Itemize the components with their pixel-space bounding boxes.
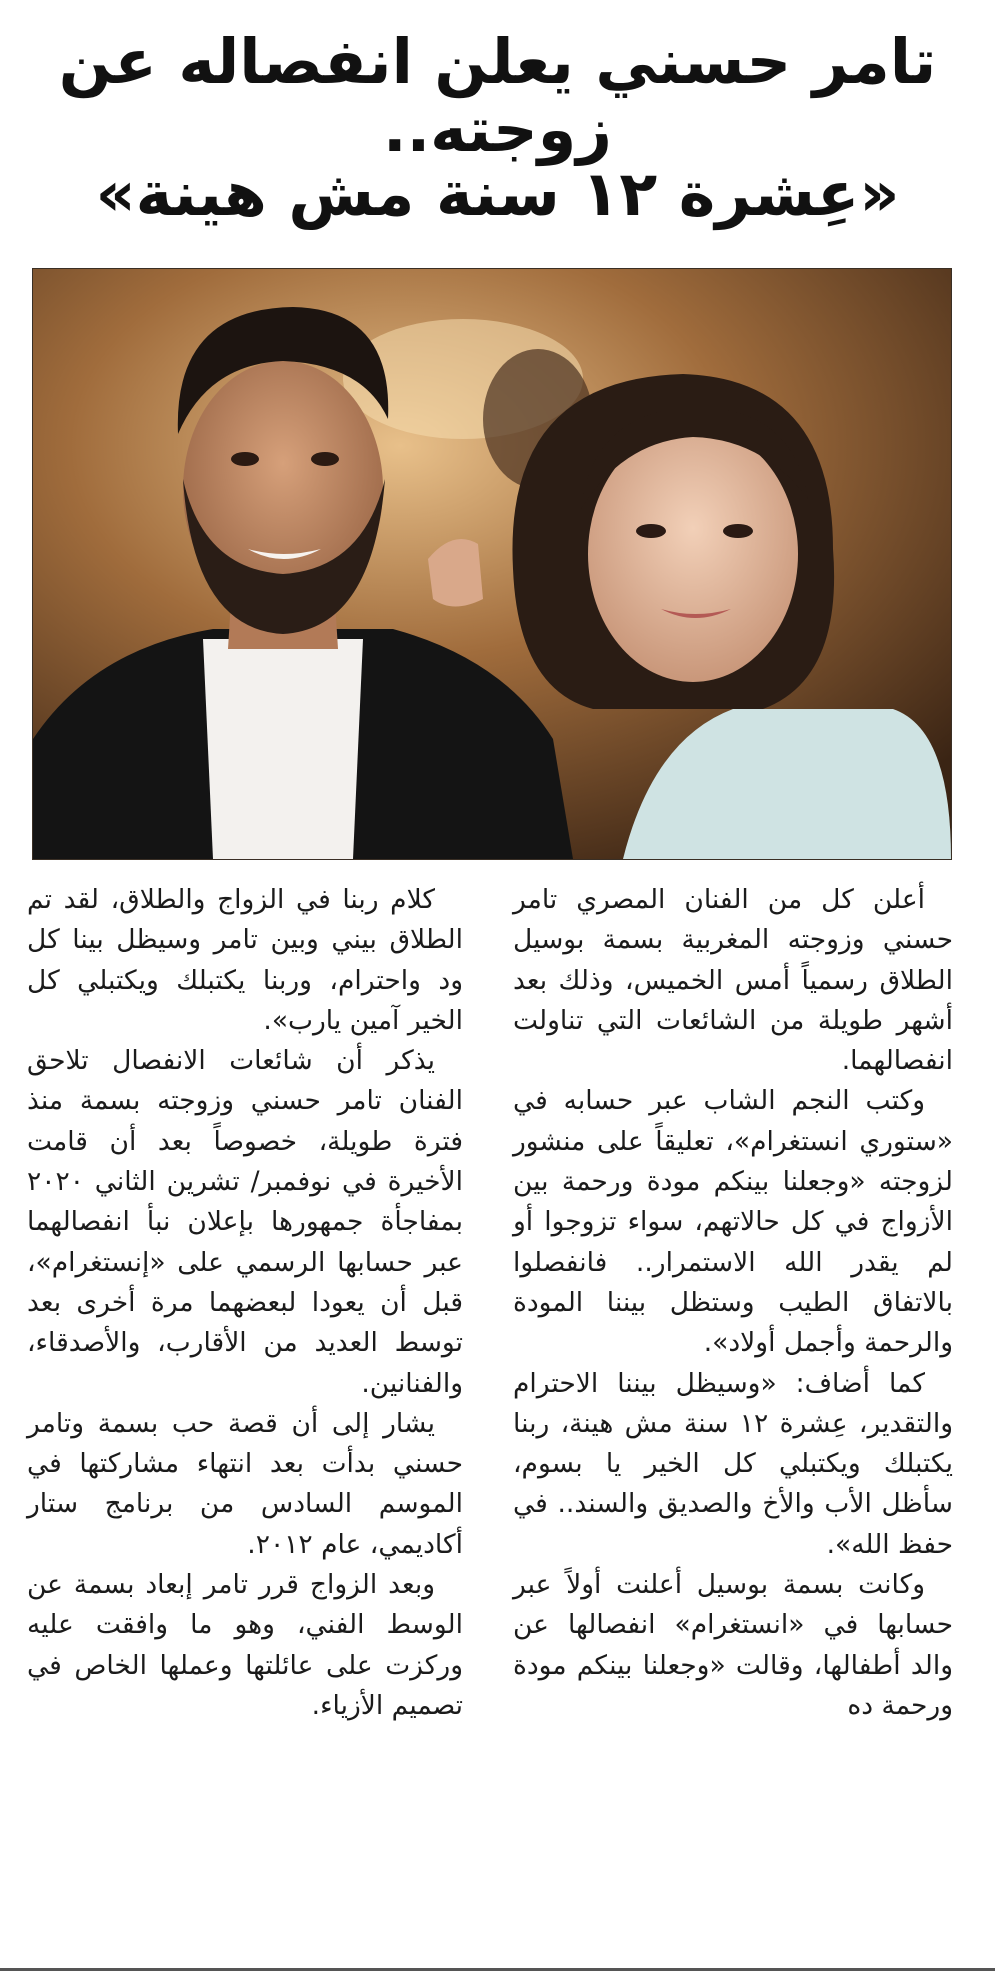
woman-eye-left	[636, 524, 666, 538]
article-paragraph: وكانت بسمة بوسيل أعلنت أولاً عبر حسابها في «انستغرام» انفصالها عن والد أطفالها، وقالت «وجعلنا بينكم مودة ورحمة ده	[513, 1569, 953, 1721]
article-column-left	[27, 880, 463, 1726]
headline-line-2: «عِشرة ١٢ سنة مش هينة»	[95, 157, 900, 230]
article-paragraph: يذكر أن شائعات الانفصال تلاحق الفنان تامر حسني وزوجته بسمة منذ فترة طويلة، خصوصاً بعد أن قامت الأخيرة في نوفمبر/ تشرين الثاني ٢٠٢٠ بمفاجأة جمهورها بإعلان نبأ انفصالهما عبر حسابها الرسمي على «إنستغرام»، قبل أن يعودا لبعضهما مرة أخرى بعد توسط العديد من الأقارب، والأصدقاء، والفنانين.	[27, 1045, 463, 1399]
man-eye-right	[311, 452, 339, 466]
headline-line-1: تامر حسني يعلن انفصاله عن زوجته..	[58, 25, 937, 167]
article-paragraph: أعلن كل من الفنان المصري تامر حسني وزوجته المغربية بسمة بوسيل الطلاق رسمياً أمس الخميس، وذلك بعد أشهر طويلة من الشائعات التي تناولت انفصالهما.	[513, 884, 953, 1077]
article-photo	[32, 268, 952, 860]
man-shirt	[203, 639, 363, 859]
article-paragraph: يشار إلى أن قصة حب بسمة وتامر حسني بدأت بعد انتهاء مشاركتها في الموسم السادس من برنامج ستار أكاديمي، عام ٢٠١٢.	[27, 1407, 463, 1560]
article-paragraph: وكتب النجم الشاب عبر حسابه في «ستوري انستغرام»، تعليقاً على منشور لزوجته «وجعلنا بينكم مودة ورحمة بين الأزواج في كل حالاتهم، سواء تزوجوا أو لم يقدر الله الاستمرار.. فانفصلوا بالاتفاق الطيب وستظل بيننا المودة والرحمة وأجمل أولاد».	[513, 1085, 953, 1359]
woman-eye-right	[723, 524, 753, 538]
bottom-rule	[0, 1968, 995, 1971]
article-paragraph: وبعد الزواج قرر تامر إبعاد بسمة عن الوسط الفني، وهو ما وافقت عليه وركزت على عائلتها وعملها الخاص في تصميم الأزياء.	[27, 1569, 463, 1721]
article-column-right	[513, 880, 953, 1726]
man-eye-left	[231, 452, 259, 466]
article-paragraph: كلام ربنا في الزواج والطلاق، لقد تم الطلاق بيني وبين تامر وسيظل بينا كل ود واحترام، وربنا يكتبلك ويكتبلي كل الخير آمين يارب».	[27, 884, 463, 1036]
article-paragraph: كما أضاف: «وسيظل بيننا الاحترام والتقدير، عِشرة ١٢ سنة مش هينة، ربنا يكتبلك ويكتبلي كل الخير يا بسوم، سأظل الأب والأخ والصديق والسند.. في حفظ الله».	[513, 1367, 953, 1560]
